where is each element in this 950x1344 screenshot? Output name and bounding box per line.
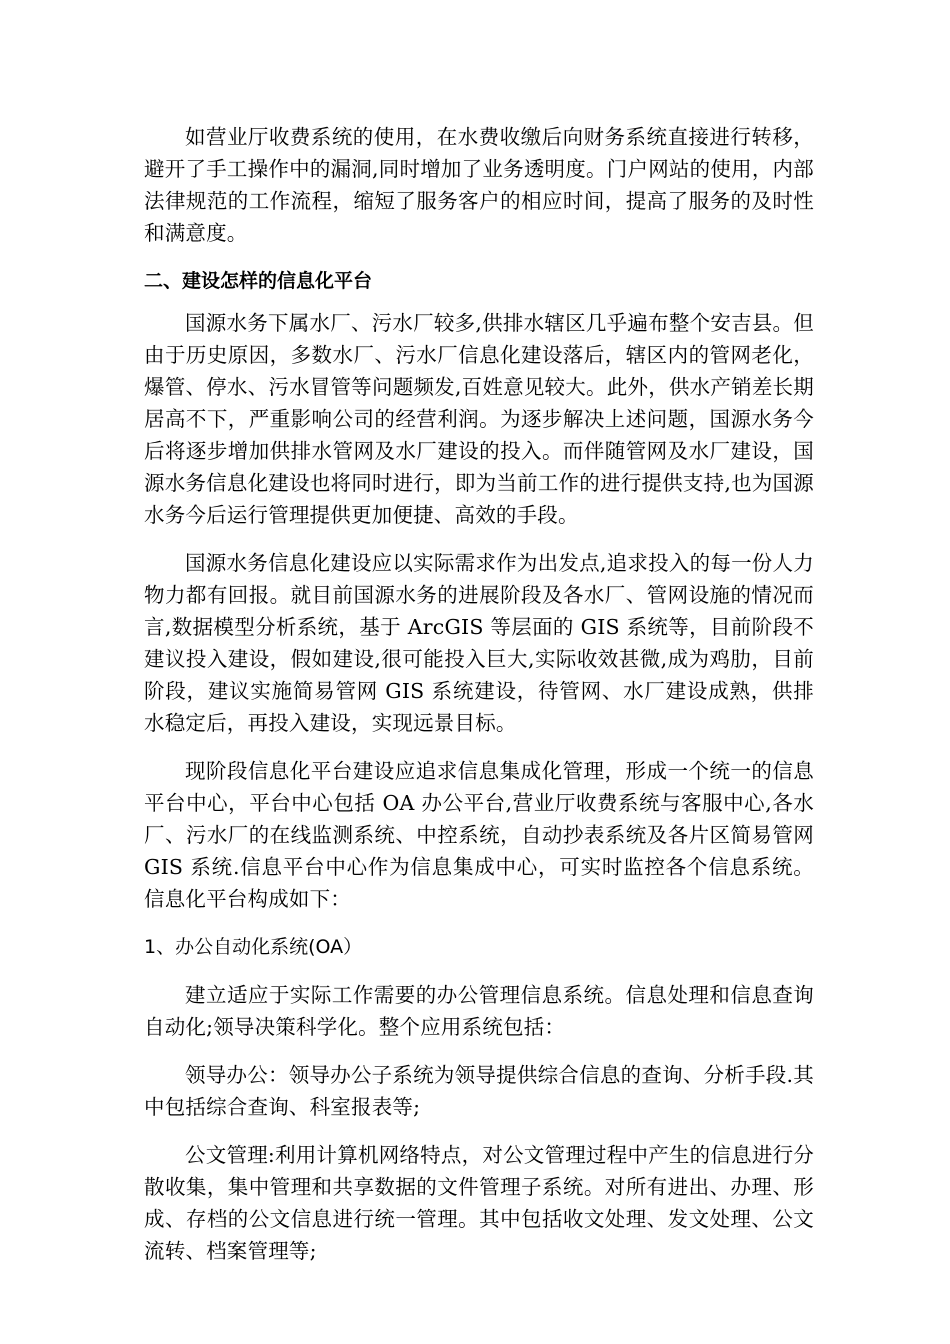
subsection-heading: 1、办公自动化系统(OA） (144, 936, 363, 958)
paragraph-background: 国源水务下属水厂、污水厂较多,供排水辖区几乎遍布整个安吉县。但由于历史原因，多数水厂、污水厂信息化建设落后，辖区内的管网老化，爆管、停水、污水冒管等问题频发,百姓意见较大。此外，供水产销差长期居高不下，严重影响公司的经营利润。为逐步解决上述问题，国源水务今后将逐步增加供排水管网及水厂建设的投入。而伴随管网及水厂建设，国源水务信息化建设也将同时进行，即为当前工作的进行提供支持,也为国源水务今后运行管理提供更加便捷、高效的手段。 (144, 311, 814, 527)
document-body (144, 121, 814, 1283)
section-heading: 二、建设怎样的信息化平台 (144, 270, 373, 292)
paragraph-document-management: 公文管理:利用计算机网络特点，对公文管理过程中产生的信息进行分散收集，集中管理和共享数据的文件管理子系统。对所有进出、办理、形成、存档的公文信息进行统一管理。其中包括收文处理、发文处理、公文流转、档案管理等; (144, 1143, 814, 1263)
paragraph-needs: 国源水务信息化建设应以实际需求作为出发点,追求投入的每一份人力物力都有回报。就目前国源水务的进展阶段及各水厂、管网设施的情况而言,数据模型分析系统，基于 ArcGIS 等层面的 GIS 系统等，目前阶段不建议投入建设，假如建设,很可能投入巨大,实际收效甚微,成为鸡肋，目前阶段，建议实施简易管网 GIS 系统建设，待管网、水厂建设成熟，供排水稳定后，再投入建设，实现远景目标。 (144, 551, 814, 735)
paragraph-oa-intro: 建立适应于实际工作需要的办公管理信息系统。信息处理和信息查询自动化;领导决策科学化。整个应用系统包括： (144, 983, 814, 1039)
paragraph-platform: 现阶段信息化平台建设应追求信息集成化管理，形成一个统一的信息平台中心，平台中心包括 OA 办公平台,营业厅收费系统与客服中心,各水厂、污水厂的在线监测系统、中控系统，自动抄表系统及各片区简易管网 GIS 系统.信息平台中心作为信息集成中心，可实时监控各个信息系统。信息化平台构成如下： (144, 759, 814, 911)
paragraph-leader-office: 领导办公：领导办公子系统为领导提供综合信息的查询、分析手段.其中包括综合查询、科室报表等; (144, 1063, 814, 1119)
paragraph-billing-system: 如营业厅收费系统的使用，在水费收缴后向财务系统直接进行转移，避开了手工操作中的漏洞,同时增加了业务透明度。门户网站的使用，内部法律规范的工作流程，缩短了服务客户的相应时间，提高了服务的及时性和满意度。 (144, 125, 814, 245)
